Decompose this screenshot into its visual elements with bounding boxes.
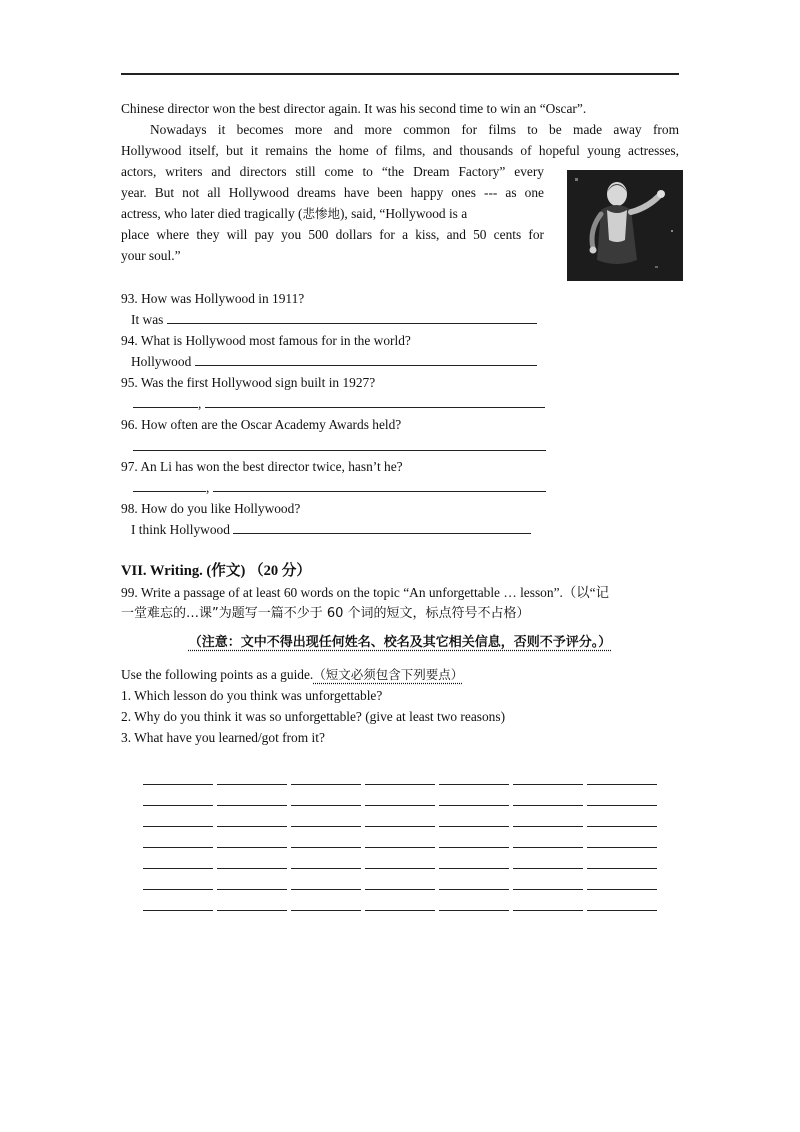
answer-97-blank[interactable] [213,477,546,492]
passage-line-4: actors, writers and directors still come to “the Dream Factory” every [121,164,544,179]
writing-blank[interactable] [587,847,657,848]
writing-heading: VII. Writing. (作文) （20 分） [121,563,311,579]
writing-blank[interactable] [291,868,361,869]
question-97: 97. An Li has won the best director twice, hasn’t he? [121,459,403,474]
answer-95-row [133,393,545,414]
writing-blank[interactable] [365,826,435,827]
writing-blank[interactable] [513,847,583,848]
passage-chinese-gloss: 悲惨地 [302,206,340,221]
writing-blank[interactable] [291,910,361,911]
writing-blank[interactable] [439,826,509,827]
question-96: 96. How often are the Oscar Academy Awards held? [121,417,402,432]
header-rule [121,73,679,75]
question-95: 95. Was the first Hollywood sign built in 1927? [121,375,376,390]
guide-intro-row [121,664,463,685]
writing-blank[interactable] [143,868,213,869]
question-98: 98. How do you like Hollywood? [121,501,301,516]
writing-prompt-line-2: 一堂难忘的…课”为题写一篇不少于 60 个词的短文，标点符号不占格） [121,606,530,621]
writing-blank[interactable] [291,847,361,848]
writing-blank[interactable] [217,826,287,827]
guide-point-1: 1. Which lesson do you think was unforgettable? [121,688,383,703]
writing-blank[interactable] [513,868,583,869]
writing-blank[interactable] [143,784,213,785]
passage-line-7: place where they will pay you 500 dollars for a kiss, and 50 cents for [121,227,544,242]
answer-98-row [131,519,531,540]
passage-line-3: Hollywood itself, but it remains the home of films, and thousands of hopeful young actresses, [121,143,679,158]
writing-blank[interactable] [439,784,509,785]
writing-blank[interactable] [513,805,583,806]
answer-94-prefix: Hollywood [131,354,192,369]
writing-blank[interactable] [439,805,509,806]
writing-blank[interactable] [217,889,287,890]
writing-blank[interactable] [365,805,435,806]
writing-notice-text: （注意：文中不得出现任何姓名、校名及其它相关信息，否则不予评分。） [188,635,612,650]
writing-blank[interactable] [217,868,287,869]
guide-chinese-note: （短文必须包含下列要点） [313,667,464,682]
writing-blank[interactable] [513,826,583,827]
question-94: 94. What is Hollywood most famous for in the world? [121,333,411,348]
passage-line-2: Nowadays it becomes more and more common for films to be made away from [150,122,679,137]
answer-95-blank[interactable] [205,393,545,408]
performer-photo-art [567,170,683,281]
answer-93-blank[interactable] [167,309,537,324]
answer-97-comma: , [206,480,210,495]
performer-photo [567,170,683,281]
writing-prompt-line-1: 99. Write a passage of at least 60 words on the topic “An unforgettable … lesson”.（以“记 [121,585,609,600]
passage-line-6-end: ), said, “Hollywood is a [339,206,468,221]
writing-blank[interactable] [587,910,657,911]
writing-blank[interactable] [217,784,287,785]
passage-line-8: your soul.” [121,248,181,263]
writing-blank[interactable] [587,805,657,806]
answer-94-row [131,351,537,372]
answer-93-prefix: It was [131,312,164,327]
answer-97-row [133,477,546,498]
answer-94-blank[interactable] [195,351,537,366]
writing-blank[interactable] [365,784,435,785]
question-93: 93. How was Hollywood in 1911? [121,291,305,306]
guide-point-2: 2. Why do you think it was so unforgettable? (give at least two reasons) [121,709,506,724]
writing-blank[interactable] [365,868,435,869]
answer-95-comma: , [198,396,202,411]
writing-blank[interactable] [291,889,361,890]
writing-blank[interactable] [513,889,583,890]
writing-blank[interactable] [587,868,657,869]
writing-blank[interactable] [365,889,435,890]
writing-blank[interactable] [143,889,213,890]
writing-blank[interactable] [587,889,657,890]
writing-blank[interactable] [291,826,361,827]
writing-blank[interactable] [587,784,657,785]
writing-blank[interactable] [291,805,361,806]
writing-blank[interactable] [217,805,287,806]
passage-line-1: Chinese director won the best director again. It was his second time to win an “Oscar”. [121,101,587,116]
answer-96-blank[interactable] [133,450,546,451]
writing-blank[interactable] [439,847,509,848]
passage-line-6-start: actress, who later died tragically ( [121,206,303,221]
writing-blank[interactable] [143,826,213,827]
writing-blank[interactable] [439,889,509,890]
passage-line-5: year. But not all Hollywood dreams have been happy ones --- as one [121,185,544,200]
answer-97-short-blank[interactable] [133,477,206,492]
writing-blank[interactable] [365,910,435,911]
writing-blank[interactable] [217,847,287,848]
guide-point-3: 3. What have you learned/got from it? [121,730,325,745]
answer-95-short-blank[interactable] [133,393,198,408]
writing-blank[interactable] [365,847,435,848]
writing-blank[interactable] [439,910,509,911]
writing-blank[interactable] [143,847,213,848]
writing-notice [0,632,800,653]
answer-93-row [131,309,537,330]
writing-blank[interactable] [439,868,509,869]
passage-line-6 [121,203,544,224]
writing-blank[interactable] [513,784,583,785]
writing-blank[interactable] [217,910,287,911]
writing-blank[interactable] [513,910,583,911]
writing-blank[interactable] [587,826,657,827]
guide-intro: Use the following points as a guide. [121,667,314,682]
answer-98-blank[interactable] [233,519,531,534]
writing-blank[interactable] [143,910,213,911]
answer-98-prefix: I think Hollywood [131,522,230,537]
writing-blank[interactable] [291,784,361,785]
writing-blank[interactable] [143,805,213,806]
